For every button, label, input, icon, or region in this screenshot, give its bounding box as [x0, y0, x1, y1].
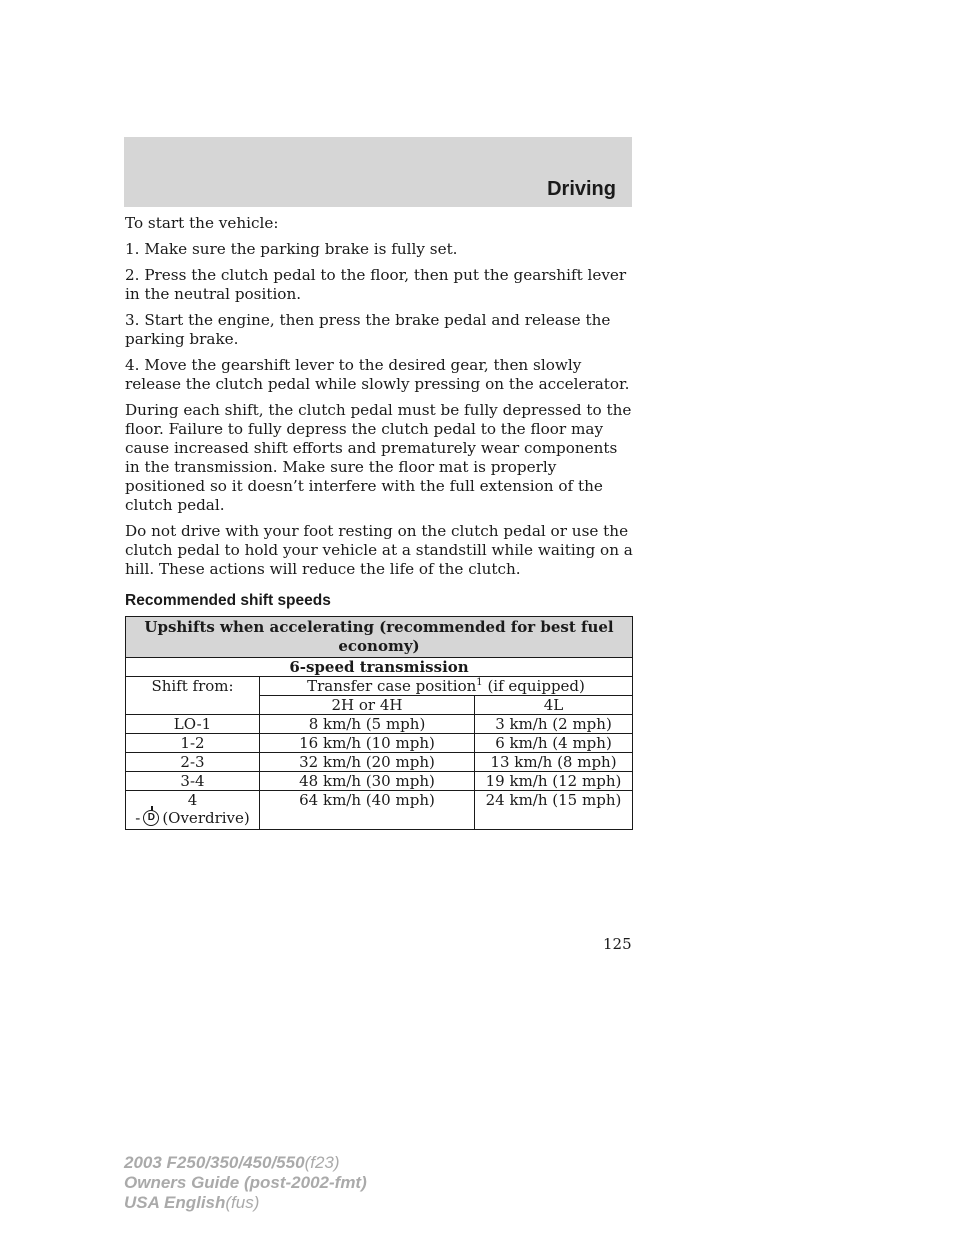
- overdrive-icon: D: [143, 810, 159, 826]
- table-subtitle: 6-speed transmission: [126, 658, 633, 677]
- speed-4l-cell: 13 km/h (8 mph): [475, 753, 633, 772]
- footnote-mark: 1: [476, 677, 483, 688]
- shift-top-label: 4: [187, 791, 198, 809]
- table-row: [126, 791, 633, 830]
- column-header-4l: 4L: [475, 696, 633, 715]
- paragraph: To start the vehicle:: [125, 214, 279, 232]
- overdrive-label: [130, 809, 255, 827]
- speed-2h-4h-cell: 48 km/h (30 mph): [260, 772, 475, 791]
- page-number: 125: [603, 935, 632, 953]
- footer-language: USA English: [124, 1193, 226, 1212]
- shift-speed-table: [125, 616, 633, 830]
- paragraph: 1. Make sure the parking brake is fully set.: [125, 240, 458, 258]
- footer-line-2: [124, 1173, 367, 1193]
- section-title: Driving: [547, 178, 616, 200]
- shift-from-header: Shift from:: [126, 677, 260, 715]
- body-text: [125, 214, 633, 830]
- shift-cell: 3-4: [126, 772, 260, 791]
- table-row: [126, 734, 633, 753]
- transfer-case-label: Transfer case position: [307, 677, 477, 695]
- speed-4l-cell: 24 km/h (15 mph): [475, 791, 633, 830]
- footer-line-1: [124, 1153, 367, 1173]
- table-title: Upshifts when accelerating (recommended for best fuel economy): [126, 617, 633, 658]
- paragraph: 2. Press the clutch pedal to the floor, then put the gearshift lever in the neutral position.: [125, 266, 627, 303]
- shift-cell: [126, 791, 260, 830]
- shift-cell: 2-3: [126, 753, 260, 772]
- speed-4l-cell: 19 km/h (12 mph): [475, 772, 633, 791]
- footer-model: 2003 F250/350/450/550: [124, 1153, 305, 1172]
- paragraph: 3. Start the engine, then press the brake pedal and release the parking brake.: [125, 311, 611, 348]
- shift-cell: 1-2: [126, 734, 260, 753]
- footer-model-code: (f23): [304, 1153, 340, 1172]
- speed-2h-4h-cell: 16 km/h (10 mph): [260, 734, 475, 753]
- shift-prefix: -: [135, 809, 141, 827]
- paragraph: Do not drive with your foot resting on the clutch pedal or use the clutch pedal to hold your vehicle at a standstill while waiting on a hill. These actions will reduce the life of the clutch.: [125, 522, 633, 578]
- column-header-2h-4h: 2H or 4H: [260, 696, 475, 715]
- footer-guide: Owners Guide (post-2002-fmt): [124, 1173, 367, 1192]
- speed-2h-4h-cell: 8 km/h (5 mph): [260, 715, 475, 734]
- header-band: [124, 137, 632, 207]
- table-row: [126, 753, 633, 772]
- section-subheading: Recommended shift speeds: [125, 592, 331, 609]
- footer-language-code: (fus): [225, 1193, 260, 1212]
- speed-2h-4h-cell: 32 km/h (20 mph): [260, 753, 475, 772]
- speed-4l-cell: 3 km/h (2 mph): [475, 715, 633, 734]
- speed-4l-cell: 6 km/h (4 mph): [475, 734, 633, 753]
- shift-suffix: (Overdrive): [162, 809, 250, 827]
- table-row: [126, 772, 633, 791]
- speed-2h-4h-cell: 64 km/h (40 mph): [260, 791, 475, 830]
- transfer-case-suffix: (if equipped): [487, 677, 585, 695]
- paragraph: 4. Move the gearshift lever to the desired gear, then slowly release the clutch pedal while slowly pressing on the accelerator.: [125, 356, 630, 393]
- paragraph: During each shift, the clutch pedal must be fully depressed to the floor. Failure to fully depress the clutch pedal to the floor may cause increased shift efforts and prematurely wear components in the transmission. Make sure the floor mat is properly positioned so it doesn’t interfere with the full extension of the clutch pedal.: [125, 401, 632, 514]
- transfer-case-header: [260, 677, 633, 696]
- shift-cell: LO-1: [126, 715, 260, 734]
- table-row: [126, 715, 633, 734]
- footer: [124, 1153, 367, 1213]
- footer-line-3: [124, 1193, 367, 1213]
